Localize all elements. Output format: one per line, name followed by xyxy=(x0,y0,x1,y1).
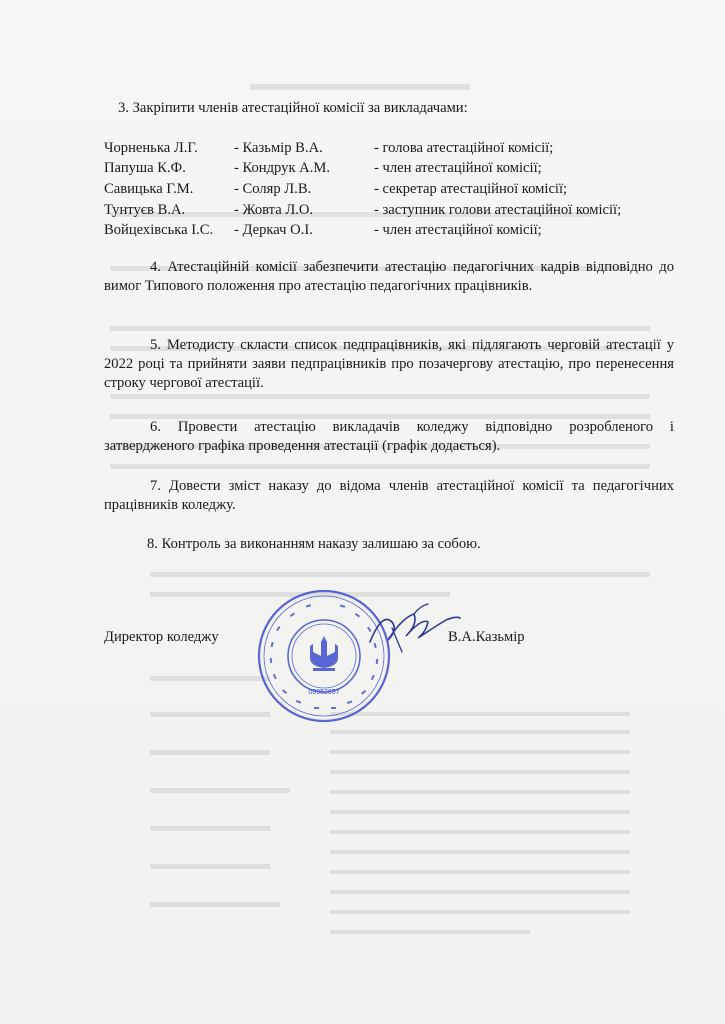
member-role: - член атестаційної комісії; xyxy=(374,222,542,239)
item-4-paragraph: 4. Атестаційній комісії забезпечити атестацію педагогічних кадрів відповідно до вимог Типового положення про атестацію педагогічних працівників. xyxy=(104,259,674,294)
member-name: - Соляр Л.В. xyxy=(234,180,312,197)
member-role: - секретар атестаційної комісії; xyxy=(374,180,568,197)
stamp-code: 00952657 xyxy=(308,689,340,696)
teacher-name: Войцехівська І.С. xyxy=(104,222,214,239)
item-5-paragraph: 5. Методисту скласти список педпрацівників, які підлягають черговій атестації у 2022 році та прийняти заяви педпрацівників про позачергову атестацію, про перенесення строку чергової атестації. xyxy=(104,337,674,391)
member-row xyxy=(104,200,674,221)
member-name: - Кондрук А.М. xyxy=(234,160,330,177)
member-name: - Жовта Л.О. xyxy=(234,201,314,218)
teacher-name: Папуша К.Ф. xyxy=(104,160,186,177)
member-name: - Казьмір В.А. xyxy=(234,139,323,156)
member-row xyxy=(104,179,674,200)
member-role: - заступник голови атестаційної комісії; xyxy=(374,201,622,218)
member-row xyxy=(104,159,674,180)
teacher-name: Чорненька Л.Г. xyxy=(104,139,198,156)
signature-icon xyxy=(362,598,482,668)
item-7-paragraph: 7. Довести зміст наказу до відома членів атестаційної комісії та педагогічних працівників коледжу. xyxy=(104,478,674,513)
item-3-heading: 3. Закріпити членів атестаційної комісії за викладачами: xyxy=(118,100,468,116)
director-label: Директор коледжу xyxy=(104,629,219,645)
item-8-paragraph: 8. Контроль за виконанням наказу залишаю за собою. xyxy=(147,536,481,552)
member-role: - член атестаційної комісії; xyxy=(374,160,542,177)
item-6-paragraph: 6. Провести атестацію викладачів коледжу відповідно розробленого і затвердженого графіка проведення атестації (графік додається). xyxy=(104,419,674,454)
teacher-name: Тунтуєв В.А. xyxy=(104,201,186,218)
member-row xyxy=(104,220,674,241)
teacher-name: Савицька Г.М. xyxy=(104,180,194,197)
commission-members-list xyxy=(104,138,674,241)
member-row xyxy=(104,138,674,159)
member-role: - голова атестаційної комісії; xyxy=(374,139,554,156)
member-name: - Деркач О.І. xyxy=(234,222,313,239)
director-name: В.А.Казьмір xyxy=(448,629,525,645)
